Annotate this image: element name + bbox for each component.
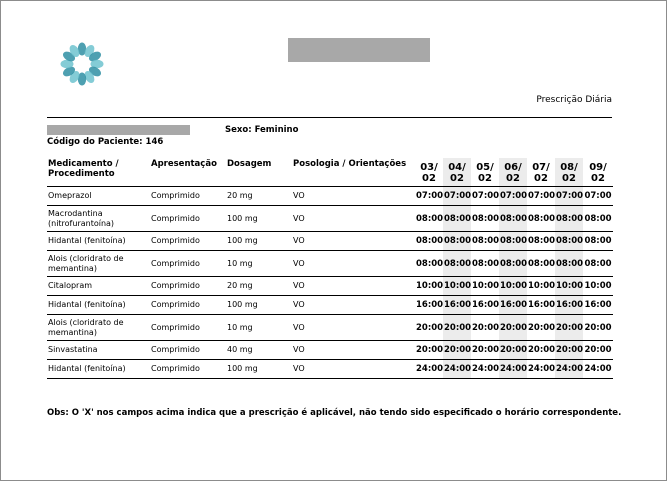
document-title: Prescrição Diária xyxy=(536,95,612,105)
time-cell: 08:00 xyxy=(416,236,444,246)
table-row xyxy=(47,296,613,315)
table-row xyxy=(47,232,613,251)
dosagem-cell: 20 mg xyxy=(227,191,253,200)
time-cell: 16:00 xyxy=(416,300,444,310)
apresentacao-cell: Comprimido xyxy=(151,258,200,268)
time-cell: 10:00 xyxy=(528,281,556,291)
header-divider xyxy=(47,117,612,118)
time-cell: 24:00 xyxy=(472,364,500,374)
posologia-cell: VO xyxy=(293,300,305,309)
apresentacao-cell: Comprimido xyxy=(151,191,200,200)
time-cell: 20:00 xyxy=(555,341,583,360)
time-cell: 20:00 xyxy=(443,315,471,341)
time-cell: 24:00 xyxy=(416,364,444,374)
time-cell: 08:00 xyxy=(528,213,556,224)
med-cell: Alois (cloridrato de memantina) xyxy=(48,317,124,337)
dosagem-cell: 100 mg xyxy=(227,213,258,223)
med-cell: Hidantal (fenitoína) xyxy=(48,236,126,245)
table-row xyxy=(47,277,613,296)
time-cell: 07:00 xyxy=(555,187,583,206)
time-cell: 20:00 xyxy=(416,322,444,333)
col-header-date: 05/ 02 xyxy=(476,162,494,184)
time-cell: 08:00 xyxy=(416,213,444,224)
time-cell: 20:00 xyxy=(472,322,500,333)
time-cell: 08:00 xyxy=(584,213,612,224)
time-cell: 10:00 xyxy=(443,277,471,296)
col-header-date: 08/ 02 xyxy=(555,158,583,187)
patient-code: Código do Paciente: 146 xyxy=(47,137,164,147)
med-cell: Citalopram xyxy=(48,281,93,290)
redacted-patient-name xyxy=(47,125,190,135)
col-header-date: 09/ 02 xyxy=(589,162,607,184)
col-header-apresentacao: Apresentação xyxy=(151,159,217,169)
time-cell: 20:00 xyxy=(528,322,556,333)
time-cell: 08:00 xyxy=(443,251,471,277)
apresentacao-cell: Comprimido xyxy=(151,322,200,332)
prescription-table xyxy=(47,158,613,379)
col-header-posologia: Posologia / Orientações xyxy=(293,159,407,169)
dosagem-cell: 10 mg xyxy=(227,258,253,268)
time-cell: 08:00 xyxy=(443,232,471,251)
posologia-cell: VO xyxy=(293,364,305,373)
dosagem-cell: 100 mg xyxy=(227,364,258,373)
dosagem-cell: 10 mg xyxy=(227,322,253,332)
time-cell: 08:00 xyxy=(555,232,583,251)
time-cell: 16:00 xyxy=(472,300,500,310)
dosagem-cell: 100 mg xyxy=(227,236,258,245)
time-cell: 08:00 xyxy=(584,258,612,269)
time-cell: 07:00 xyxy=(416,191,444,201)
time-cell: 07:00 xyxy=(584,191,612,201)
time-cell: 24:00 xyxy=(499,360,527,379)
time-cell: 24:00 xyxy=(528,364,556,374)
redacted-header-block xyxy=(288,38,430,62)
apresentacao-cell: Comprimido xyxy=(151,345,200,354)
apresentacao-cell: Comprimido xyxy=(151,236,200,245)
time-cell: 20:00 xyxy=(499,315,527,341)
time-cell: 08:00 xyxy=(555,206,583,232)
dosagem-cell: 100 mg xyxy=(227,300,258,309)
time-cell: 20:00 xyxy=(584,345,612,355)
time-cell: 20:00 xyxy=(416,345,444,355)
time-cell: 08:00 xyxy=(443,206,471,232)
time-cell: 08:00 xyxy=(472,213,500,224)
med-cell: Alois (cloridrato de memantina) xyxy=(48,253,124,273)
footer-note: Obs: O 'X' nos campos acima indica que a prescrição é aplicável, não tendo sido especificado o horário correspondente. xyxy=(47,408,622,418)
apresentacao-cell: Comprimido xyxy=(151,364,200,373)
table-row xyxy=(47,206,613,232)
time-cell: 07:00 xyxy=(472,191,500,201)
time-cell: 08:00 xyxy=(555,251,583,277)
time-cell: 08:00 xyxy=(528,258,556,269)
posologia-cell: VO xyxy=(293,322,305,332)
posologia-cell: VO xyxy=(293,345,305,354)
col-header-date: 06/ 02 xyxy=(499,158,527,187)
time-cell: 08:00 xyxy=(416,258,444,269)
time-cell: 20:00 xyxy=(555,315,583,341)
apresentacao-cell: Comprimido xyxy=(151,300,200,309)
time-cell: 20:00 xyxy=(528,345,556,355)
time-cell: 24:00 xyxy=(443,360,471,379)
time-cell: 16:00 xyxy=(584,300,612,310)
med-cell: Sinvastatina xyxy=(48,345,98,354)
med-cell: Omeprazol xyxy=(48,191,92,200)
time-cell: 10:00 xyxy=(472,281,500,291)
posologia-cell: VO xyxy=(293,236,305,245)
time-cell: 10:00 xyxy=(555,277,583,296)
posologia-cell: VO xyxy=(293,258,305,268)
col-header-medicamento: Medicamento / Procedimento xyxy=(48,159,119,179)
time-cell: 08:00 xyxy=(528,236,556,246)
table-row xyxy=(47,251,613,277)
time-cell: 16:00 xyxy=(499,296,527,315)
time-cell: 24:00 xyxy=(584,364,612,374)
time-cell: 16:00 xyxy=(443,296,471,315)
time-cell: 20:00 xyxy=(584,322,612,333)
med-cell: Hidantal (fenitoína) xyxy=(48,364,126,373)
time-cell: 08:00 xyxy=(584,236,612,246)
time-cell: 08:00 xyxy=(499,206,527,232)
time-cell: 08:00 xyxy=(472,258,500,269)
time-cell: 10:00 xyxy=(416,281,444,291)
apresentacao-cell: Comprimido xyxy=(151,213,200,223)
time-cell: 20:00 xyxy=(443,341,471,360)
patient-sex: Sexo: Feminino xyxy=(225,125,299,135)
posologia-cell: VO xyxy=(293,191,305,200)
time-cell: 08:00 xyxy=(472,236,500,246)
time-cell: 07:00 xyxy=(528,191,556,201)
med-cell: Macrodantina (nitrofurantoína) xyxy=(48,208,115,228)
col-header-dosagem: Dosagem xyxy=(227,159,272,169)
apresentacao-cell: Comprimido xyxy=(151,281,200,290)
time-cell: 20:00 xyxy=(499,341,527,360)
table-row xyxy=(47,360,613,379)
time-cell: 24:00 xyxy=(555,360,583,379)
time-cell: 20:00 xyxy=(472,345,500,355)
time-cell: 16:00 xyxy=(555,296,583,315)
posologia-cell: VO xyxy=(293,281,305,290)
dosagem-cell: 40 mg xyxy=(227,345,253,354)
time-cell: 07:00 xyxy=(443,187,471,206)
dosagem-cell: 20 mg xyxy=(227,281,253,290)
time-cell: 10:00 xyxy=(584,281,612,291)
posologia-cell: VO xyxy=(293,213,305,223)
time-cell: 08:00 xyxy=(499,251,527,277)
time-cell: 08:00 xyxy=(499,232,527,251)
time-cell: 16:00 xyxy=(528,300,556,310)
med-cell: Hidantal (fenitoína) xyxy=(48,300,126,309)
table-row xyxy=(47,187,613,206)
table-row xyxy=(47,315,613,341)
time-cell: 07:00 xyxy=(499,187,527,206)
time-cell: 10:00 xyxy=(499,277,527,296)
clinic-logo xyxy=(58,40,106,88)
col-header-date: 03/ 02 xyxy=(420,162,438,184)
col-header-date: 07/ 02 xyxy=(532,162,550,184)
table-header-row xyxy=(47,158,613,187)
col-header-date: 04/ 02 xyxy=(443,158,471,187)
table-row xyxy=(47,341,613,360)
